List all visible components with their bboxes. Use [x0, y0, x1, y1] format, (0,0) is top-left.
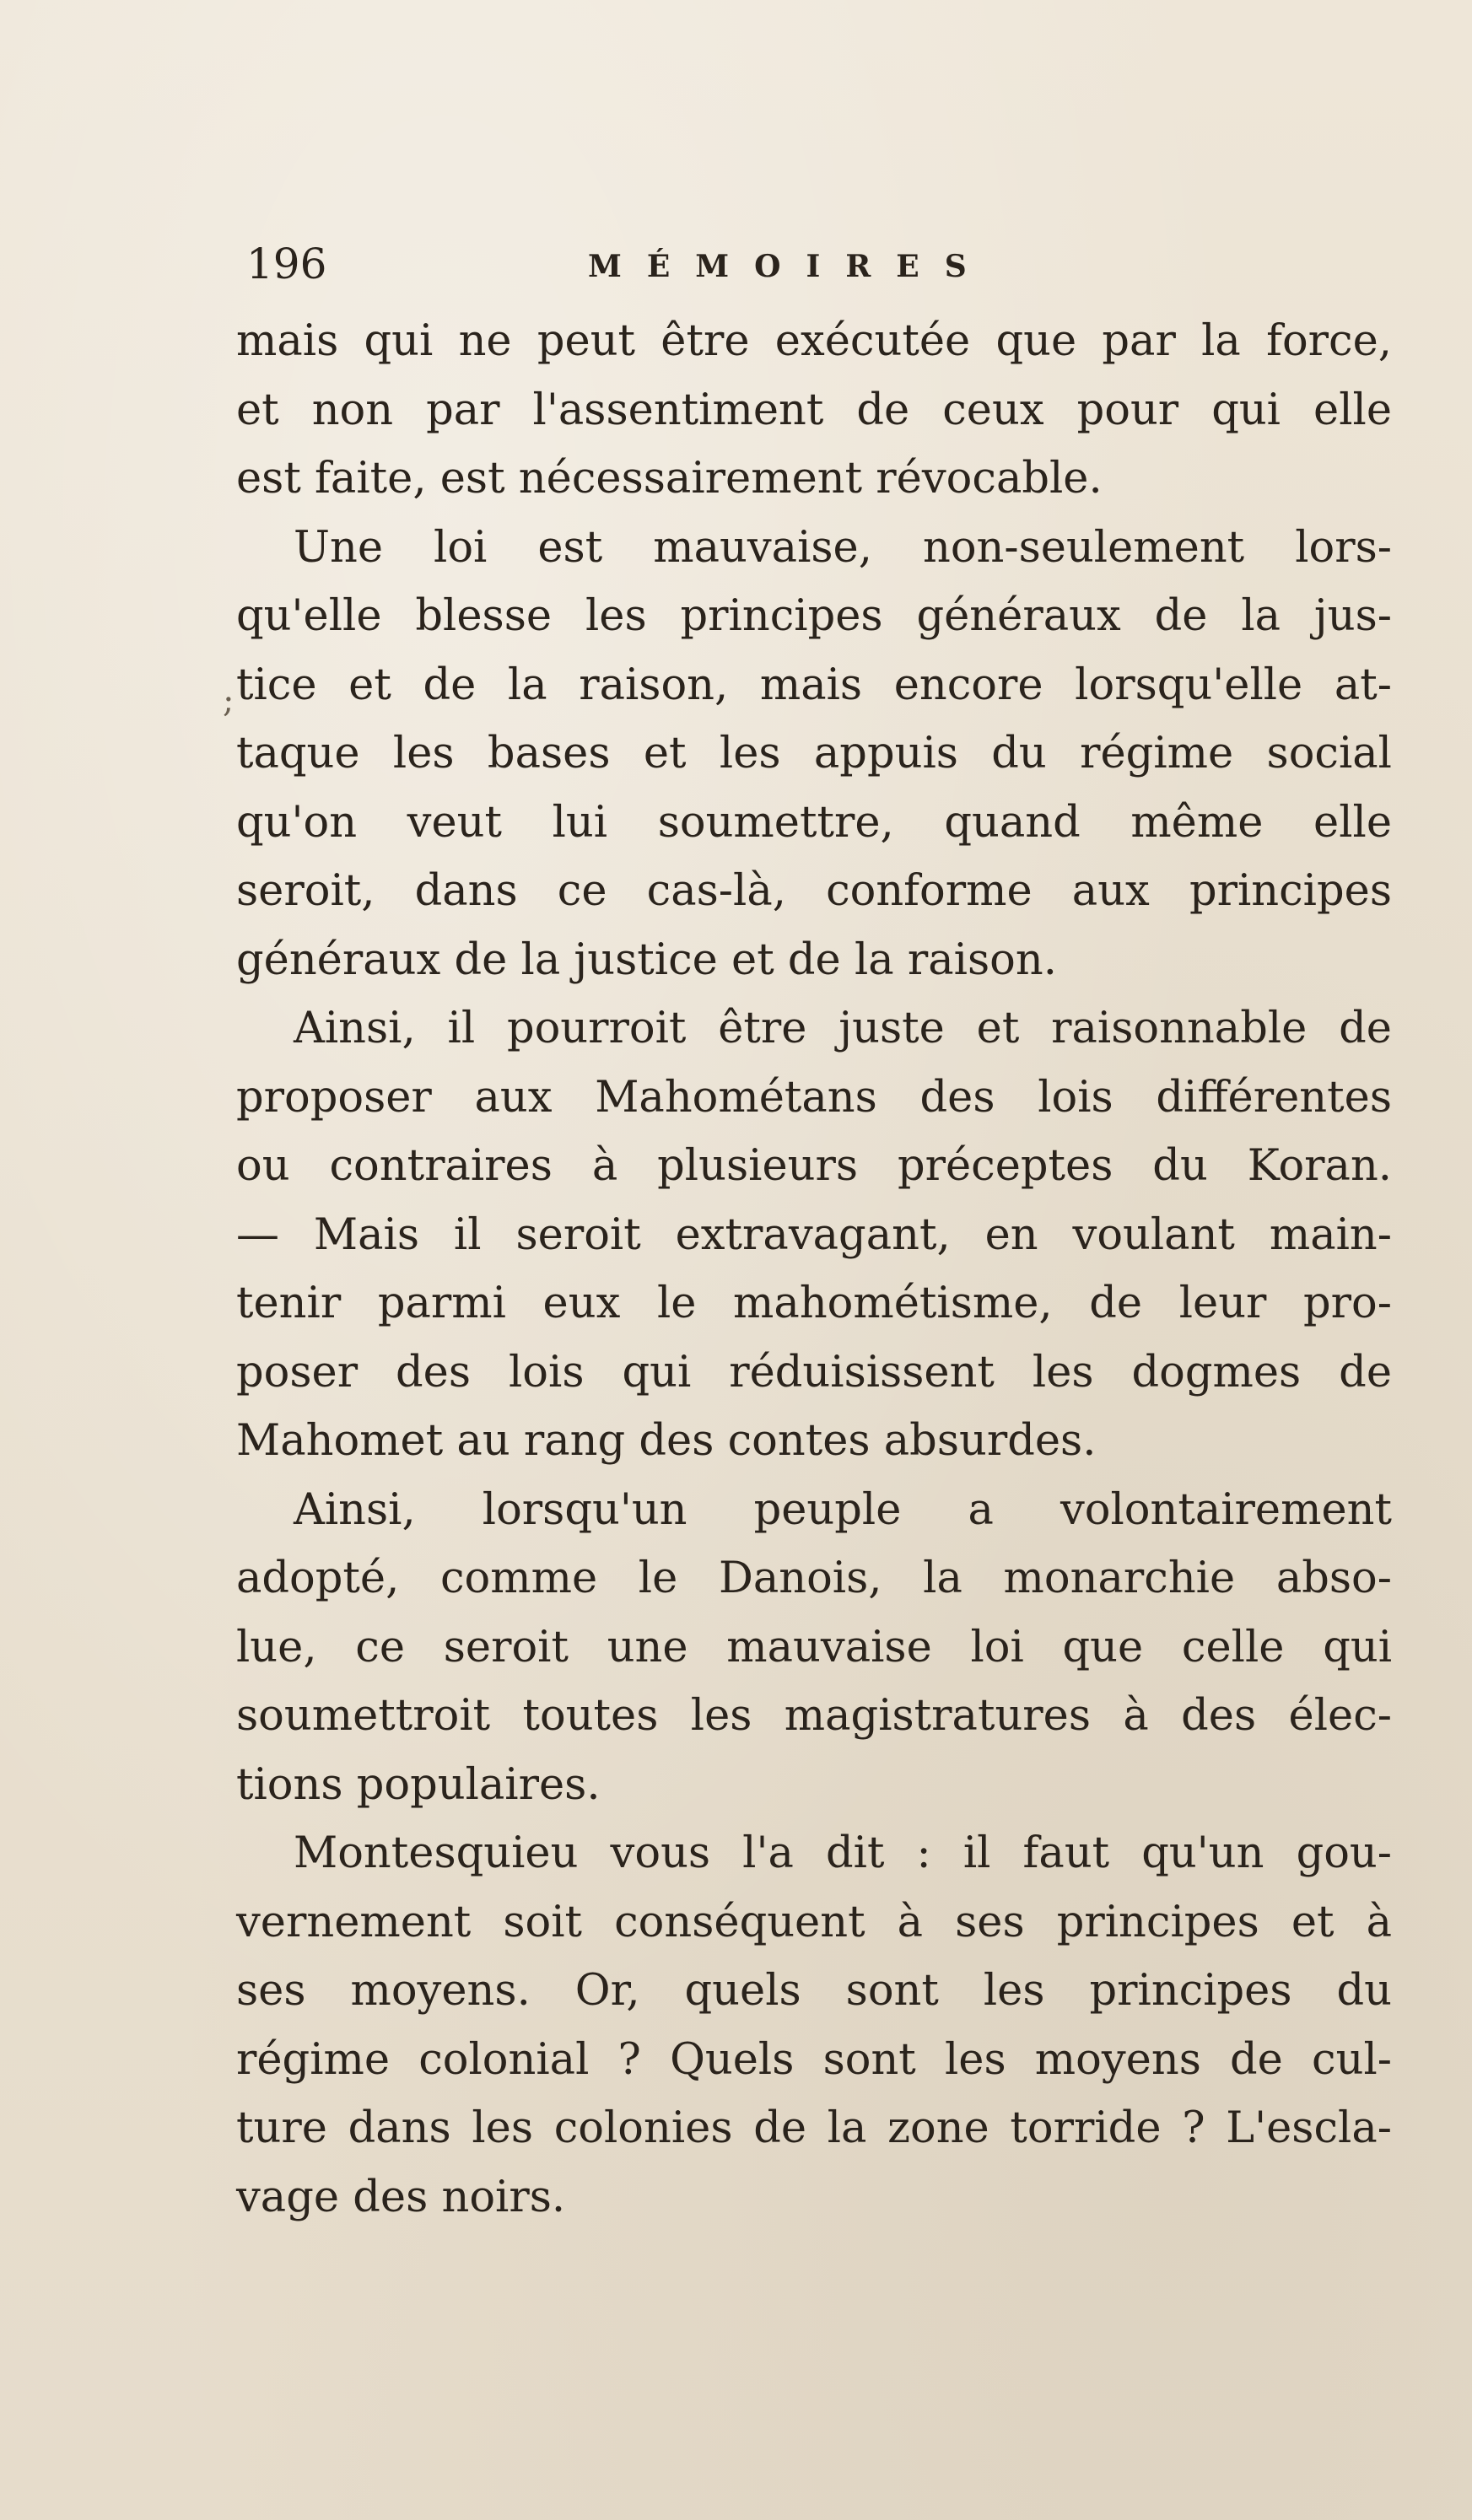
- text-line: adopté, comme le Danois, la monarchie abso-: [236, 1553, 1392, 1603]
- text-line: tice et de la raison, mais encore lorsqu'elle at-: [236, 660, 1392, 710]
- text-line: vage des noirs.: [236, 2172, 566, 2222]
- text-line: — Mais il seroit extravagant, en voulant main-: [236, 1209, 1392, 1260]
- page-number: 196: [246, 240, 327, 288]
- text-line: Ainsi, lorsqu'un peuple a volontairement: [294, 1484, 1392, 1535]
- text-line: proposer aux Mahométans des lois différentes: [236, 1072, 1392, 1123]
- text-line: ture dans les colonies de la zone torride ? L'escla-: [236, 2103, 1392, 2153]
- margin-mark: ;: [223, 681, 235, 720]
- text-line: lue, ce seroit une mauvaise loi que celle qui: [236, 1622, 1392, 1672]
- text-line: Une loi est mauvaise, non-seulement lors-: [294, 522, 1392, 573]
- running-head: MÉMOIRES: [588, 249, 992, 284]
- text-line: vernement soit conséquent à ses principes et à: [236, 1897, 1392, 1947]
- text-line: et non par l'assentiment de ceux pour qui elle: [236, 385, 1392, 435]
- text-line: régime colonial ? Quels sont les moyens de cul-: [236, 2034, 1392, 2085]
- text-line: soumettroit toutes les magistratures à des élec-: [236, 1691, 1392, 1741]
- text-line: est faite, est nécessairement révocable.: [236, 454, 1103, 503]
- body-text: [236, 307, 1392, 2232]
- text-line: Ainsi, il pourroit être juste et raisonnable de: [294, 1004, 1392, 1053]
- text-line: ses moyens. Or, quels sont les principes du: [236, 1966, 1392, 2016]
- text-line: poser des lois qui réduisissent les dogmes de: [236, 1347, 1392, 1397]
- text-line: seroit, dans ce cas-là, conforme aux principes: [236, 866, 1392, 916]
- text-line: Montesquieu vous l'a dit : il faut qu'un gou-: [294, 1828, 1392, 1878]
- text-line: généraux de la justice et de la raison.: [236, 934, 1057, 985]
- text-line: ou contraires à plusieurs préceptes du Koran.: [236, 1141, 1392, 1191]
- text-line: tions populaires.: [236, 1759, 601, 1810]
- text-line: tenir parmi eux le mahométisme, de leur pro-: [236, 1279, 1392, 1328]
- text-line: Mahomet au rang des contes absurdes.: [236, 1416, 1097, 1466]
- page-header: [246, 234, 1385, 302]
- text-line: qu'on veut lui soumettre, quand même elle: [236, 797, 1392, 848]
- text-line: taque les bases et les appuis du régime social: [236, 729, 1392, 778]
- text-line: mais qui ne peut être exécutée que par la force,: [236, 316, 1392, 366]
- text-line: qu'elle blesse les principes généraux de la jus-: [236, 591, 1392, 641]
